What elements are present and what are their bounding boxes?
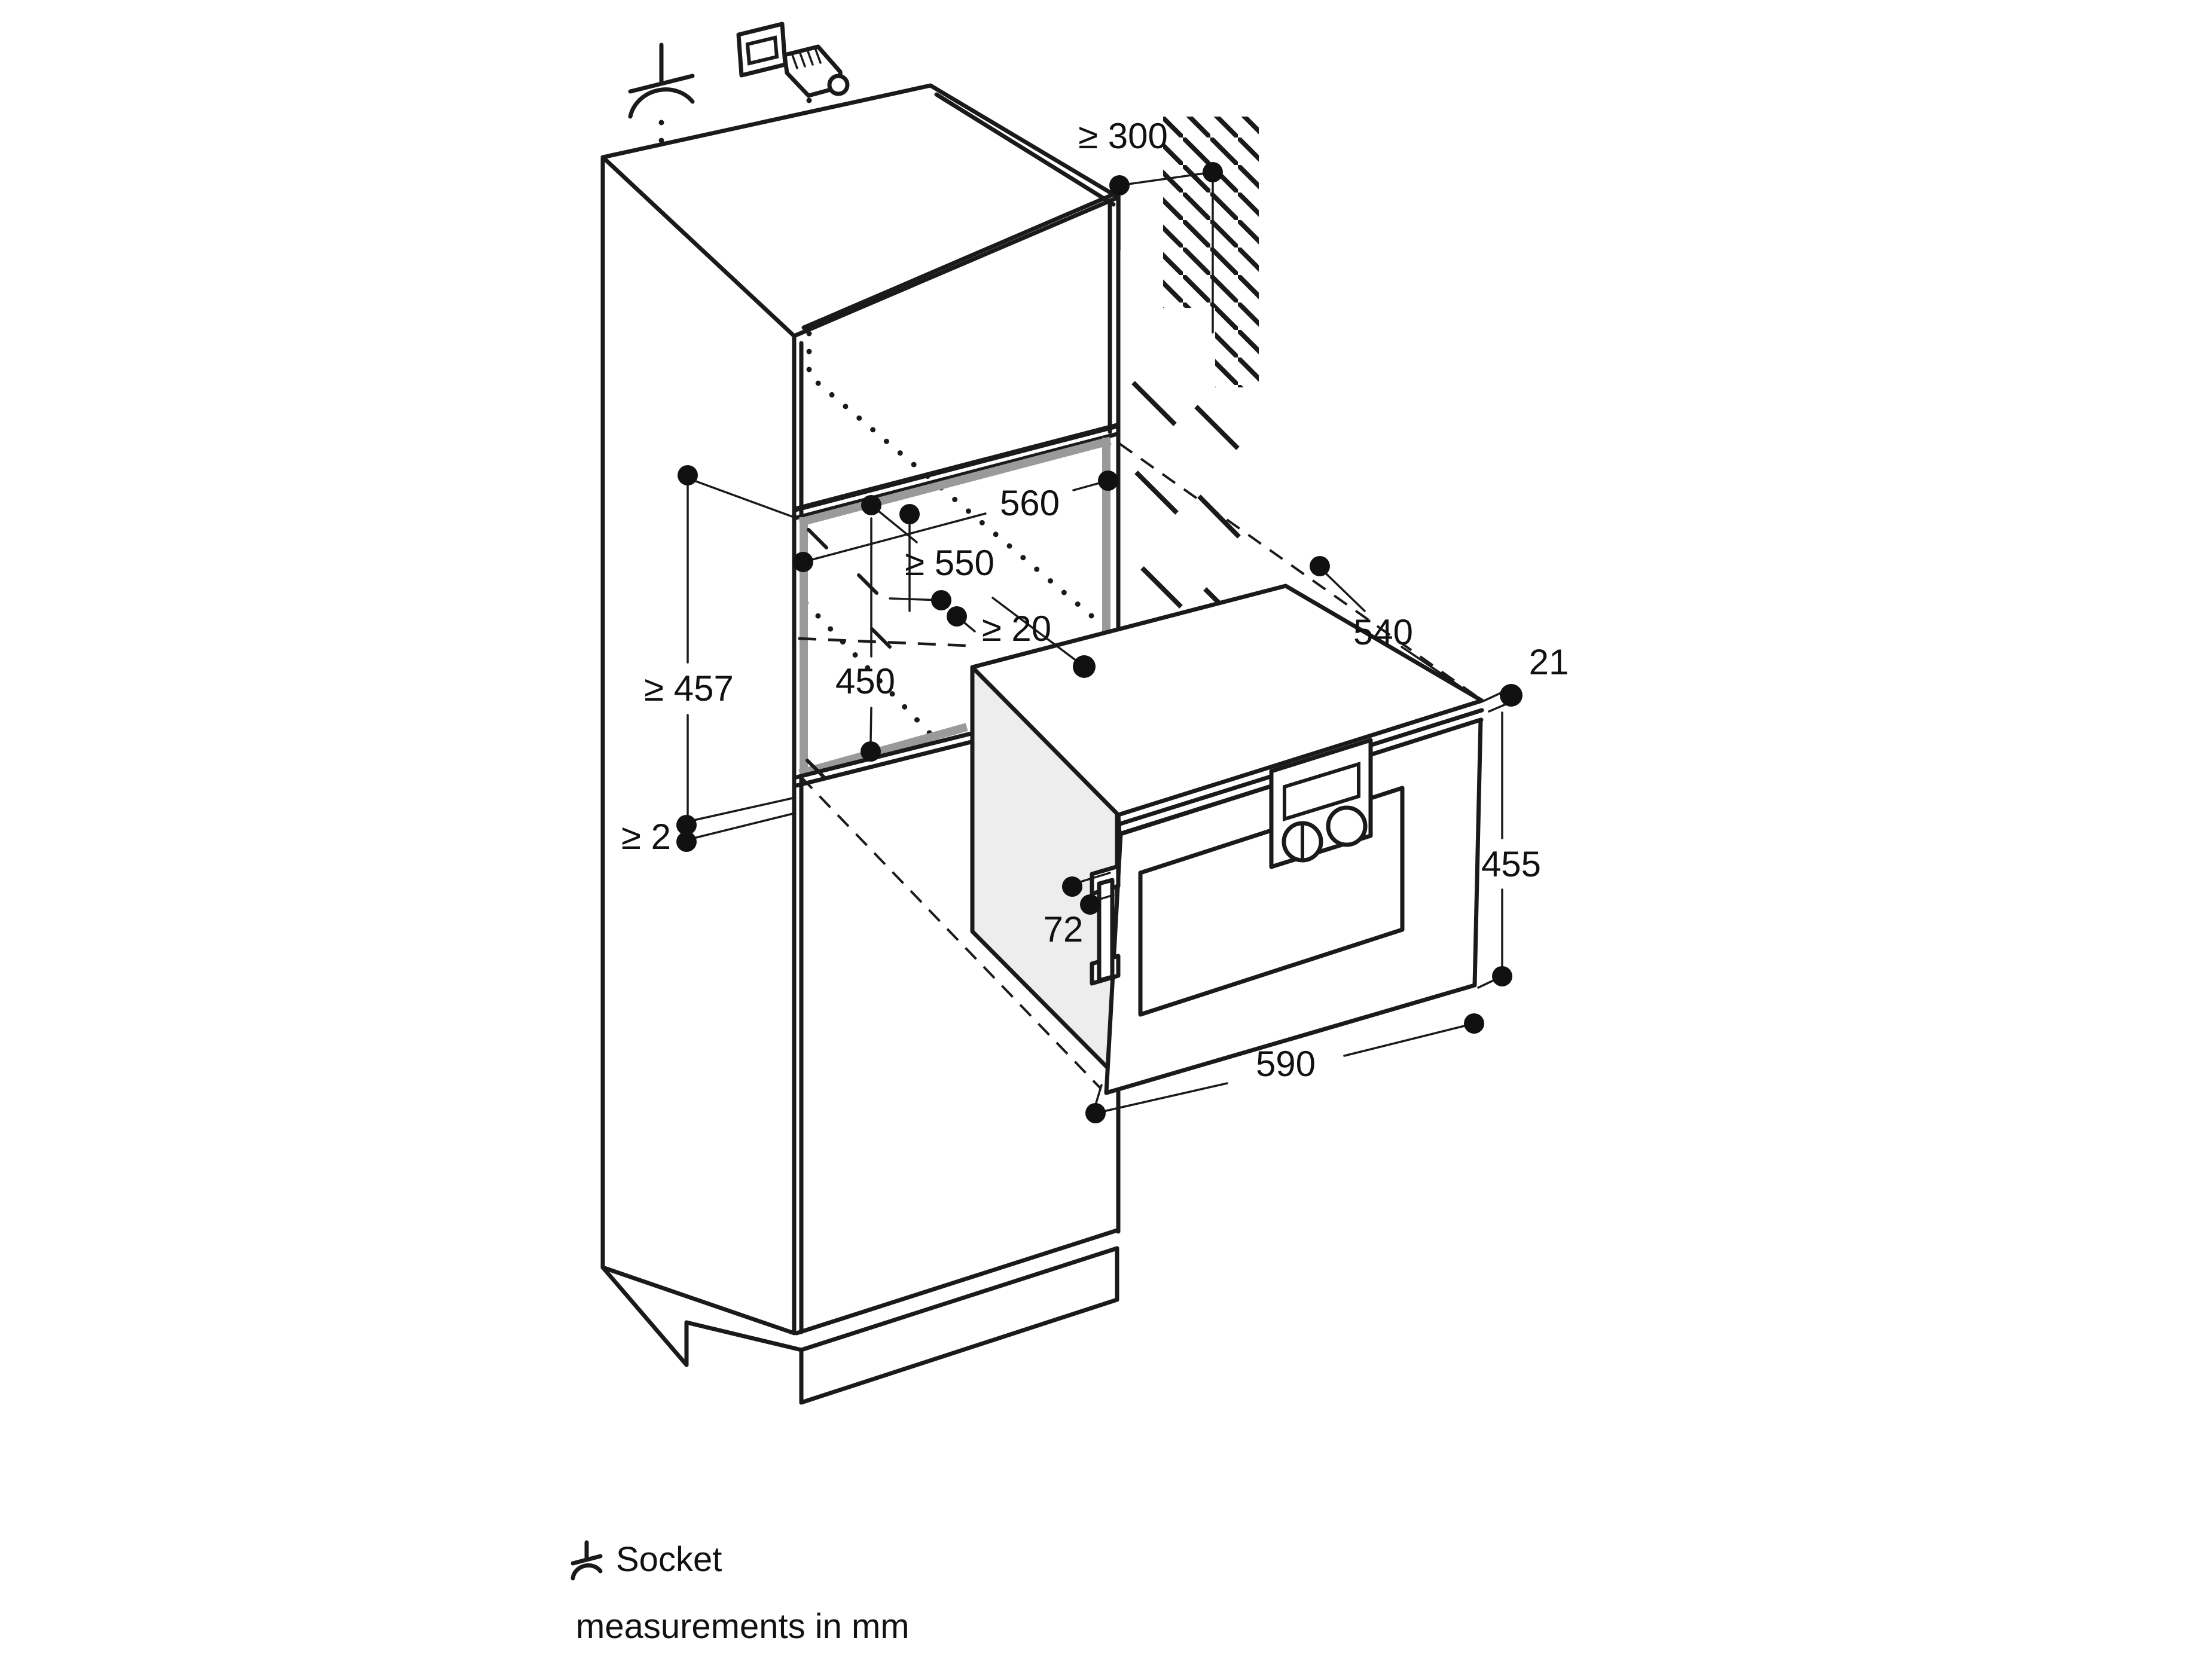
control-knob-right [1328,808,1365,845]
dim-label-appliance-depth: 540 [1353,612,1414,652]
dim-label-appliance-width: 590 [1255,1044,1316,1084]
oven [972,586,1482,1093]
cabinet-plinth [801,1248,1117,1403]
cabinet-side-panel [603,157,794,1333]
dim-label-rear-gap: ≥ 20 [981,609,1052,649]
wall-hatch-mark [1136,472,1177,513]
socket-symbol-icon-1 [630,45,692,117]
legend [573,1540,910,1646]
wall-hatching [1133,117,1259,628]
dim-appliance-height [1478,713,1541,988]
dim-label-niche-depth: ≥ 550 [905,543,994,583]
units-note: measurements in mm [576,1607,910,1646]
wall-hatch-mark [1142,568,1181,607]
dim-label-appliance-height: 455 [1481,844,1542,884]
dim-label-front-height: ≥ 457 [644,668,734,708]
dim-frame-overhang [1484,642,1569,711]
dim-label-niche-height: 450 [835,661,896,701]
dim-label-frame-overhang: 21 [1528,642,1569,682]
dim-label-bottom-gap: ≥ 2 [621,817,671,857]
dim-label-handle-clearance: 72 [1043,909,1084,949]
dim-label-niche-width: 560 [999,483,1060,523]
socket-legend-label: Socket [616,1540,722,1579]
wall-hatch-mark [1196,407,1238,448]
dim-label-clearance-top: ≥ 300 [1078,116,1168,156]
plug-icon [739,24,847,96]
socket-legend-icon [573,1542,600,1578]
dim-rear-gap [890,590,1051,649]
wall-hatch-mark [1199,496,1239,537]
wall-hatch-mark [1133,383,1175,424]
